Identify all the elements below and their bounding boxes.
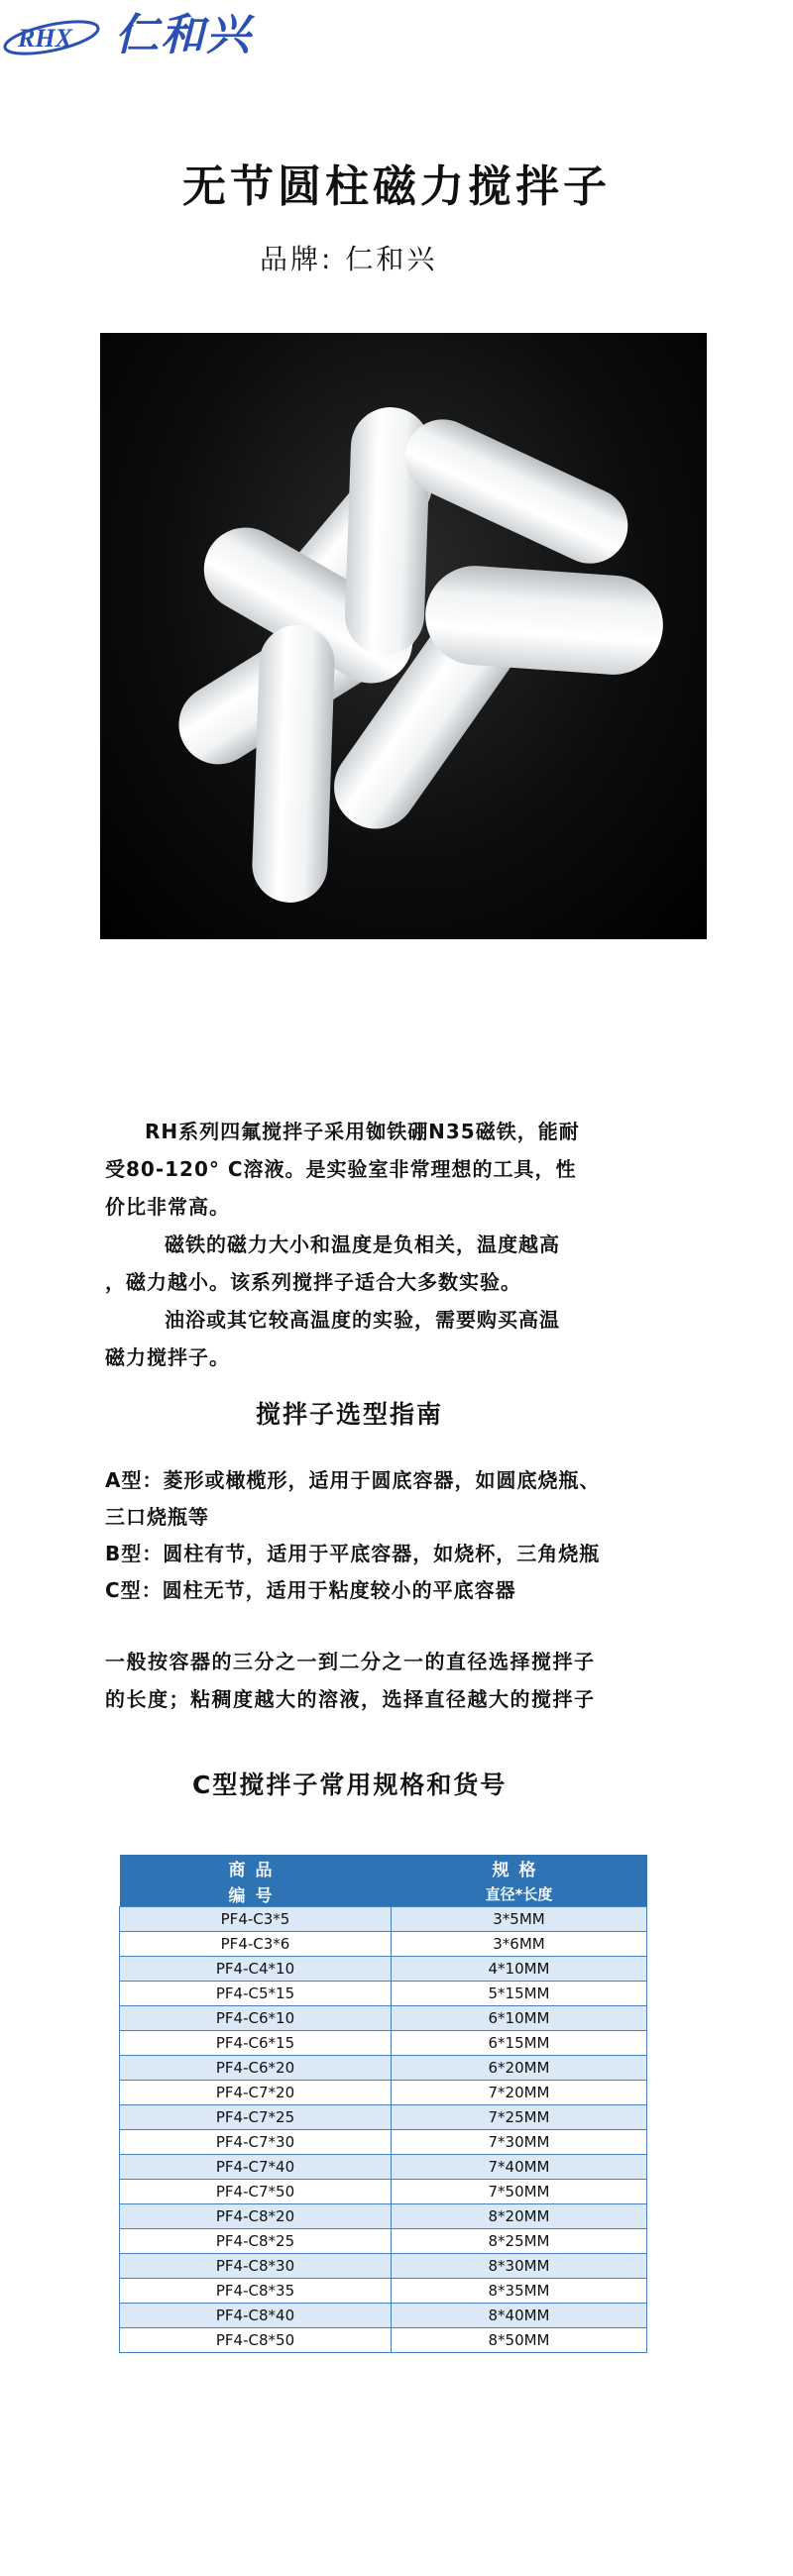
table-row — [120, 2056, 647, 2081]
stir-bar-shape — [422, 563, 666, 678]
table-row — [120, 2081, 647, 2105]
product-code-cell: PF4-C8*50 — [120, 2328, 392, 2353]
dimension-cell: 7*40MM — [392, 2155, 647, 2180]
logo-text: 仁和兴 — [115, 9, 252, 60]
product-code-cell: PF4-C3*6 — [120, 1932, 392, 1957]
brand-logo — [0, 8, 307, 62]
description-line: RH系列四氟搅拌子采用铷铁硼N35磁铁，能耐 — [145, 1120, 580, 1143]
stir-bar-shape — [393, 407, 640, 576]
table-row — [120, 1982, 647, 2006]
product-code-cell: PF4-C8*35 — [120, 2279, 392, 2304]
dimension-cell: 8*30MM — [392, 2254, 647, 2279]
product-code-cell: PF4-C8*40 — [120, 2304, 392, 2328]
description-line: 磁力搅拌子。 — [105, 1345, 230, 1369]
table-row — [120, 2155, 647, 2180]
table-row — [120, 2304, 647, 2328]
table-row — [120, 2130, 647, 2155]
table-row — [120, 2229, 647, 2254]
product-code-cell: PF4-C5*15 — [120, 1982, 392, 2006]
dimension-cell: 4*10MM — [392, 1957, 647, 1982]
description-line: 受80-120° C溶液。是实验室非常理想的工具，性 — [105, 1157, 577, 1181]
dimension-cell: 3*6MM — [392, 1932, 647, 1957]
table-row — [120, 2180, 647, 2204]
dimension-cell: 8*25MM — [392, 2229, 647, 2254]
product-code-cell: PF4-C6*10 — [120, 2006, 392, 2031]
product-code-cell: PF4-C7*50 — [120, 2180, 392, 2204]
column-header-code: 编号 — [120, 1880, 392, 1907]
dimension-cell: 8*40MM — [392, 2304, 647, 2328]
description-line: 磁铁的磁力大小和温度是负相关，温度越高 — [165, 1233, 560, 1256]
dimension-cell: 3*5MM — [392, 1907, 647, 1932]
table-header-row — [120, 1855, 647, 1880]
product-code-cell: PF4-C7*25 — [120, 2105, 392, 2130]
brand-line: 品牌: 仁和兴 — [260, 243, 438, 275]
product-code-cell: PF4-C8*25 — [120, 2229, 392, 2254]
product-code-cell: PF4-C4*10 — [120, 1957, 392, 1982]
product-code-cell: PF4-C8*20 — [120, 2204, 392, 2229]
description-line: 油浴或其它较高温度的实验，需要购买高温 — [165, 1308, 560, 1332]
product-code-cell: PF4-C3*5 — [120, 1907, 392, 1932]
selection-guide — [105, 1462, 739, 1609]
table-row — [120, 2279, 647, 2304]
note-line: 的长度；粘稠度越大的溶液，选择直径越大的搅拌子 — [105, 1687, 596, 1711]
table-row — [120, 2031, 647, 2056]
dimension-cell: 7*30MM — [392, 2130, 647, 2155]
selection-guide-title: 搅拌子选型指南 — [256, 1400, 444, 1429]
product-code-cell: PF4-C6*20 — [120, 2056, 392, 2081]
dimension-cell: 8*35MM — [392, 2279, 647, 2304]
dimension-cell: 7*20MM — [392, 2081, 647, 2105]
table-row — [120, 1932, 647, 1957]
product-code-cell: PF4-C7*40 — [120, 2155, 392, 2180]
dimension-cell: 7*25MM — [392, 2105, 647, 2130]
note-line: 一般按容器的三分之一到二分之一的直径选择搅拌子 — [105, 1650, 596, 1673]
description-line: 价比非常高。 — [105, 1195, 230, 1219]
spec-table-body — [120, 1907, 647, 2353]
table-row — [120, 1957, 647, 1982]
dimension-cell: 5*15MM — [392, 1982, 647, 2006]
description-line: ，磁力越小。该系列搅拌子适合大多数实验。 — [105, 1270, 521, 1294]
column-header-dimension: 直径*长度 — [392, 1880, 647, 1907]
sizing-note — [105, 1643, 739, 1718]
product-code-cell: PF4-C7*20 — [120, 2081, 392, 2105]
table-row — [120, 2204, 647, 2229]
table-header-row — [120, 1880, 647, 1907]
page-title: 无节圆柱磁力搅拌子 — [182, 161, 611, 212]
dimension-cell: 6*10MM — [392, 2006, 647, 2031]
product-code-cell: PF4-C8*30 — [120, 2254, 392, 2279]
column-header-spec: 规格 — [392, 1855, 647, 1880]
logo-mark-text: RHX — [18, 23, 72, 53]
spec-table-title: C型搅拌子常用规格和货号 — [192, 1771, 508, 1799]
rhx-logo-icon — [0, 11, 109, 60]
dimension-cell: 6*20MM — [392, 2056, 647, 2081]
table-row — [120, 2254, 647, 2279]
guide-line: C型：圆柱无节，适用于粘度较小的平底容器 — [105, 1578, 516, 1602]
stir-bars-illustration — [100, 333, 707, 939]
table-row — [120, 1907, 647, 1932]
guide-line: B型：圆柱有节，适用于平底容器，如烧杯，三角烧瓶 — [105, 1542, 601, 1565]
guide-line: A型：菱形或橄榄形，适用于圆底容器，如圆底烧瓶、 — [105, 1468, 601, 1492]
table-row — [120, 2328, 647, 2353]
dimension-cell: 6*15MM — [392, 2031, 647, 2056]
column-header-product: 商品 — [120, 1855, 392, 1880]
dimension-cell: 8*50MM — [392, 2328, 647, 2353]
product-code-cell: PF4-C7*30 — [120, 2130, 392, 2155]
dimension-cell: 7*50MM — [392, 2180, 647, 2204]
spec-table — [119, 1855, 647, 2353]
dimension-cell: 8*20MM — [392, 2204, 647, 2229]
product-code-cell: PF4-C6*15 — [120, 2031, 392, 2056]
product-description — [105, 1113, 660, 1376]
guide-line: 三口烧瓶等 — [105, 1505, 209, 1529]
product-photo — [100, 333, 707, 939]
table-row — [120, 2006, 647, 2031]
table-row — [120, 2105, 647, 2130]
stir-bar-shape — [251, 624, 336, 904]
